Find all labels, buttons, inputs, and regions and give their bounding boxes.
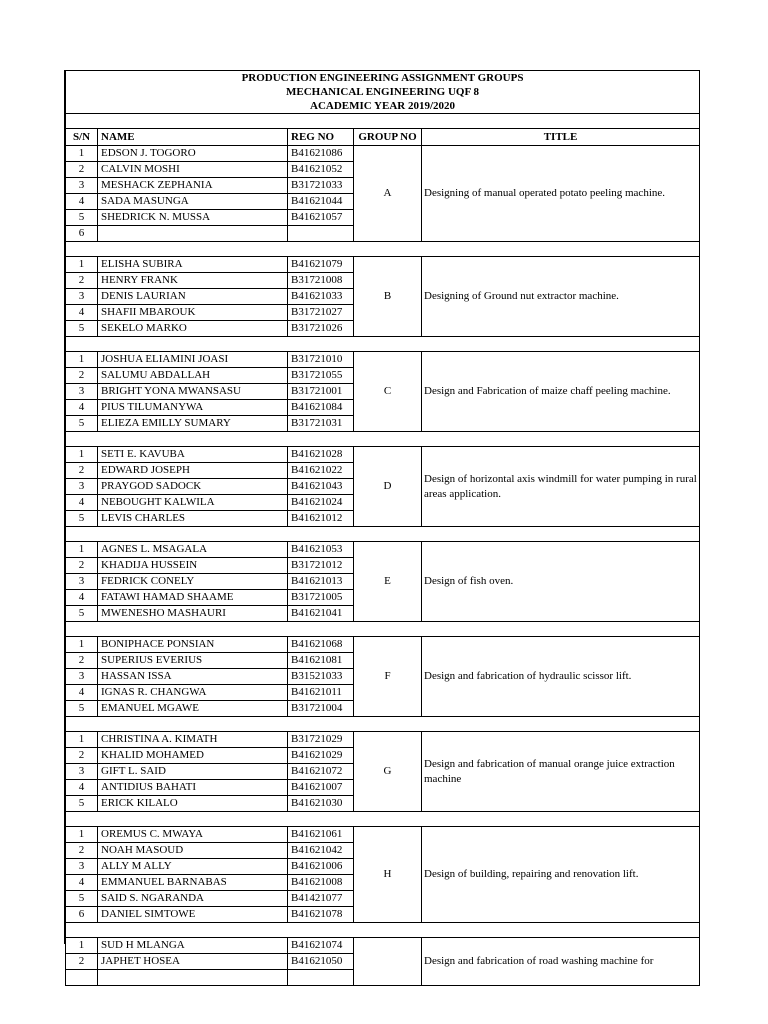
serial-number-cell: 1: [66, 257, 98, 273]
column-header-name: NAME: [98, 129, 288, 146]
spacer-row: [66, 114, 700, 129]
student-name-cell: EMANUEL MGAWE: [98, 701, 288, 717]
student-name-cell: AGNES L. MSAGALA: [98, 542, 288, 558]
reg-number-cell: B41621081: [288, 653, 354, 669]
project-title-cell: Design of building, repairing and renovation lift.: [422, 827, 700, 923]
serial-number-cell: 2: [66, 162, 98, 178]
student-name-cell: SALUMU ABDALLAH: [98, 368, 288, 384]
serial-number-cell: 1: [66, 827, 98, 843]
spreadsheet-page: [64, 70, 700, 967]
column-header-sn: S/N: [66, 129, 98, 146]
serial-number-cell: 5: [66, 511, 98, 527]
serial-number-cell: 4: [66, 875, 98, 891]
serial-number-cell: 6: [66, 226, 98, 242]
reg-number-cell: B41621024: [288, 495, 354, 511]
project-title-cell: Design of fish oven.: [422, 542, 700, 622]
group-id-cell: F: [354, 637, 422, 717]
student-name-cell: MESHACK ZEPHANIA: [98, 178, 288, 194]
header-row-2: [66, 85, 700, 99]
table-row: [66, 542, 700, 558]
reg-number-cell: [288, 970, 354, 986]
student-name-cell: ALLY M ALLY: [98, 859, 288, 875]
group-separator-row: [66, 242, 700, 257]
student-name-cell: [98, 226, 288, 242]
group-id-cell: H: [354, 827, 422, 923]
student-name-cell: LEVIS CHARLES: [98, 511, 288, 527]
column-header-title: TITLE: [422, 129, 700, 146]
group-separator-row: [66, 812, 700, 827]
serial-number-cell: 1: [66, 447, 98, 463]
reg-number-cell: B31721004: [288, 701, 354, 717]
reg-number-cell: B41621057: [288, 210, 354, 226]
table-row: [66, 146, 700, 162]
reg-number-cell: B41621011: [288, 685, 354, 701]
reg-number-cell: B31721001: [288, 384, 354, 400]
student-name-cell: ERICK KILALO: [98, 796, 288, 812]
group-id-cell: B: [354, 257, 422, 337]
serial-number-cell: 5: [66, 701, 98, 717]
reg-number-cell: B41621086: [288, 146, 354, 162]
column-header-row: [66, 129, 700, 146]
group-separator-row: [66, 622, 700, 637]
student-name-cell: EMMANUEL BARNABAS: [98, 875, 288, 891]
student-name-cell: CALVIN MOSHI: [98, 162, 288, 178]
group-id-cell: [354, 938, 422, 986]
serial-number-cell: 3: [66, 479, 98, 495]
reg-number-cell: B41621061: [288, 827, 354, 843]
serial-number-cell: 3: [66, 859, 98, 875]
serial-number-cell: 1: [66, 146, 98, 162]
reg-number-cell: B31721027: [288, 305, 354, 321]
student-name-cell: MWENESHO MASHAURI: [98, 606, 288, 622]
table-row: [66, 352, 700, 368]
student-name-cell: DANIEL SIMTOWE: [98, 907, 288, 923]
serial-number-cell: 4: [66, 685, 98, 701]
reg-number-cell: B41621022: [288, 463, 354, 479]
table-row: [66, 637, 700, 653]
student-name-cell: FEDRICK CONELY: [98, 574, 288, 590]
student-name-cell: DENIS LAURIAN: [98, 289, 288, 305]
serial-number-cell: 4: [66, 194, 98, 210]
student-name-cell: SEKELO MARKO: [98, 321, 288, 337]
serial-number-cell: 2: [66, 748, 98, 764]
student-name-cell: SETI E. KAVUBA: [98, 447, 288, 463]
serial-number-cell: 4: [66, 495, 98, 511]
document-title: PRODUCTION ENGINEERING ASSIGNMENT GROUPS: [66, 71, 700, 86]
reg-number-cell: B31721026: [288, 321, 354, 337]
student-name-cell: SAID S. NGARANDA: [98, 891, 288, 907]
project-title-cell: Design of horizontal axis windmill for water pumping in rural areas application.: [422, 447, 700, 527]
student-name-cell: PIUS TILUMANYWA: [98, 400, 288, 416]
student-name-cell: FATAWI HAMAD SHAAME: [98, 590, 288, 606]
serial-number-cell: 2: [66, 368, 98, 384]
serial-number-cell: 1: [66, 732, 98, 748]
student-name-cell: BRIGHT YONA MWANSASU: [98, 384, 288, 400]
reg-number-cell: B31721029: [288, 732, 354, 748]
table-row: [66, 827, 700, 843]
serial-number-cell: 2: [66, 463, 98, 479]
reg-number-cell: B41621033: [288, 289, 354, 305]
reg-number-cell: B41621044: [288, 194, 354, 210]
serial-number-cell: 5: [66, 796, 98, 812]
serial-number-cell: 2: [66, 558, 98, 574]
student-name-cell: HASSAN ISSA: [98, 669, 288, 685]
student-name-cell: JAPHET HOSEA: [98, 954, 288, 970]
student-name-cell: KHALID MOHAMED: [98, 748, 288, 764]
assignment-groups-table: [65, 70, 700, 986]
serial-number-cell: 2: [66, 273, 98, 289]
column-header-reg: REG NO: [288, 129, 354, 146]
serial-number-cell: 3: [66, 669, 98, 685]
student-name-cell: GIFT L. SAID: [98, 764, 288, 780]
project-title-cell: Design and fabrication of road washing machine for: [422, 938, 700, 986]
serial-number-cell: 3: [66, 574, 98, 590]
reg-number-cell: B41621028: [288, 447, 354, 463]
serial-number-cell: 6: [66, 907, 98, 923]
serial-number-cell: 1: [66, 637, 98, 653]
group-separator-row: [66, 717, 700, 732]
column-header-group: GROUP NO: [354, 129, 422, 146]
academic-year-title: ACADEMIC YEAR 2019/2020: [66, 99, 700, 114]
reg-number-cell: B41621072: [288, 764, 354, 780]
reg-number-cell: B41621053: [288, 542, 354, 558]
reg-number-cell: B31721010: [288, 352, 354, 368]
student-name-cell: SHEDRICK N. MUSSA: [98, 210, 288, 226]
reg-number-cell: B41621068: [288, 637, 354, 653]
student-name-cell: SUPERIUS EVERIUS: [98, 653, 288, 669]
student-name-cell: ELISHA SUBIRA: [98, 257, 288, 273]
serial-number-cell: 4: [66, 305, 98, 321]
group-id-cell: E: [354, 542, 422, 622]
group-separator-row: [66, 527, 700, 542]
reg-number-cell: B41621013: [288, 574, 354, 590]
serial-number-cell: [66, 970, 98, 986]
department-title: MECHANICAL ENGINEERING UQF 8: [66, 85, 700, 99]
header-row-1: [66, 71, 700, 86]
serial-number-cell: 3: [66, 764, 98, 780]
reg-number-cell: B41621052: [288, 162, 354, 178]
student-name-cell: CHRISTINA A. KIMATH: [98, 732, 288, 748]
reg-number-cell: B31721033: [288, 178, 354, 194]
serial-number-cell: 3: [66, 289, 98, 305]
group-separator-row: [66, 337, 700, 352]
serial-number-cell: 5: [66, 606, 98, 622]
reg-number-cell: B31721031: [288, 416, 354, 432]
reg-number-cell: B41621007: [288, 780, 354, 796]
serial-number-cell: 5: [66, 210, 98, 226]
reg-number-cell: B41621041: [288, 606, 354, 622]
serial-number-cell: 5: [66, 416, 98, 432]
table-row: [66, 257, 700, 273]
student-name-cell: NEBOUGHT KALWILA: [98, 495, 288, 511]
student-name-cell: ANTIDIUS BAHATI: [98, 780, 288, 796]
reg-number-cell: [288, 226, 354, 242]
student-name-cell: [98, 970, 288, 986]
reg-number-cell: B41621030: [288, 796, 354, 812]
project-title-cell: Designing of Ground nut extractor machine.: [422, 257, 700, 337]
reg-number-cell: B41621043: [288, 479, 354, 495]
reg-number-cell: B41621006: [288, 859, 354, 875]
student-name-cell: JOSHUA ELIAMINI JOASI: [98, 352, 288, 368]
student-name-cell: HENRY FRANK: [98, 273, 288, 289]
table-row: [66, 732, 700, 748]
serial-number-cell: 2: [66, 843, 98, 859]
header-row-3: [66, 99, 700, 114]
serial-number-cell: 4: [66, 780, 98, 796]
student-name-cell: EDSON J. TOGORO: [98, 146, 288, 162]
group-separator-row: [66, 432, 700, 447]
serial-number-cell: 5: [66, 321, 98, 337]
student-name-cell: ELIEZA EMILLY SUMARY: [98, 416, 288, 432]
student-name-cell: OREMUS C. MWAYA: [98, 827, 288, 843]
serial-number-cell: 1: [66, 542, 98, 558]
student-name-cell: IGNAS R. CHANGWA: [98, 685, 288, 701]
reg-number-cell: B41621078: [288, 907, 354, 923]
reg-number-cell: B41621042: [288, 843, 354, 859]
serial-number-cell: 4: [66, 400, 98, 416]
student-name-cell: KHADIJA HUSSEIN: [98, 558, 288, 574]
serial-number-cell: 2: [66, 954, 98, 970]
student-name-cell: EDWARD JOSEPH: [98, 463, 288, 479]
serial-number-cell: 1: [66, 938, 98, 954]
reg-number-cell: B41621084: [288, 400, 354, 416]
serial-number-cell: 2: [66, 653, 98, 669]
student-name-cell: NOAH MASOUD: [98, 843, 288, 859]
student-name-cell: SADA MASUNGA: [98, 194, 288, 210]
reg-number-cell: B31721008: [288, 273, 354, 289]
serial-number-cell: 5: [66, 891, 98, 907]
reg-number-cell: B31721005: [288, 590, 354, 606]
serial-number-cell: 1: [66, 352, 98, 368]
group-id-cell: G: [354, 732, 422, 812]
reg-number-cell: B41621012: [288, 511, 354, 527]
reg-number-cell: B31521033: [288, 669, 354, 685]
group-id-cell: C: [354, 352, 422, 432]
student-name-cell: PRAYGOD SADOCK: [98, 479, 288, 495]
group-separator-row: [66, 923, 700, 938]
student-name-cell: SHAFII MBAROUK: [98, 305, 288, 321]
project-title-cell: Design and fabrication of hydraulic scissor lift.: [422, 637, 700, 717]
reg-number-cell: B41621008: [288, 875, 354, 891]
reg-number-cell: B31721012: [288, 558, 354, 574]
table-row: [66, 447, 700, 463]
reg-number-cell: B41621029: [288, 748, 354, 764]
reg-number-cell: B41621074: [288, 938, 354, 954]
reg-number-cell: B41621079: [288, 257, 354, 273]
student-name-cell: BONIPHACE PONSIAN: [98, 637, 288, 653]
reg-number-cell: B41621050: [288, 954, 354, 970]
student-name-cell: SUD H MLANGA: [98, 938, 288, 954]
serial-number-cell: 3: [66, 384, 98, 400]
serial-number-cell: 4: [66, 590, 98, 606]
serial-number-cell: 3: [66, 178, 98, 194]
project-title-cell: Designing of manual operated potato peeling machine.: [422, 146, 700, 242]
group-id-cell: D: [354, 447, 422, 527]
project-title-cell: Design and fabrication of manual orange juice extraction machine: [422, 732, 700, 812]
table-row: [66, 938, 700, 954]
reg-number-cell: B31721055: [288, 368, 354, 384]
reg-number-cell: B41421077: [288, 891, 354, 907]
project-title-cell: Design and Fabrication of maize chaff peeling machine.: [422, 352, 700, 432]
group-id-cell: A: [354, 146, 422, 242]
